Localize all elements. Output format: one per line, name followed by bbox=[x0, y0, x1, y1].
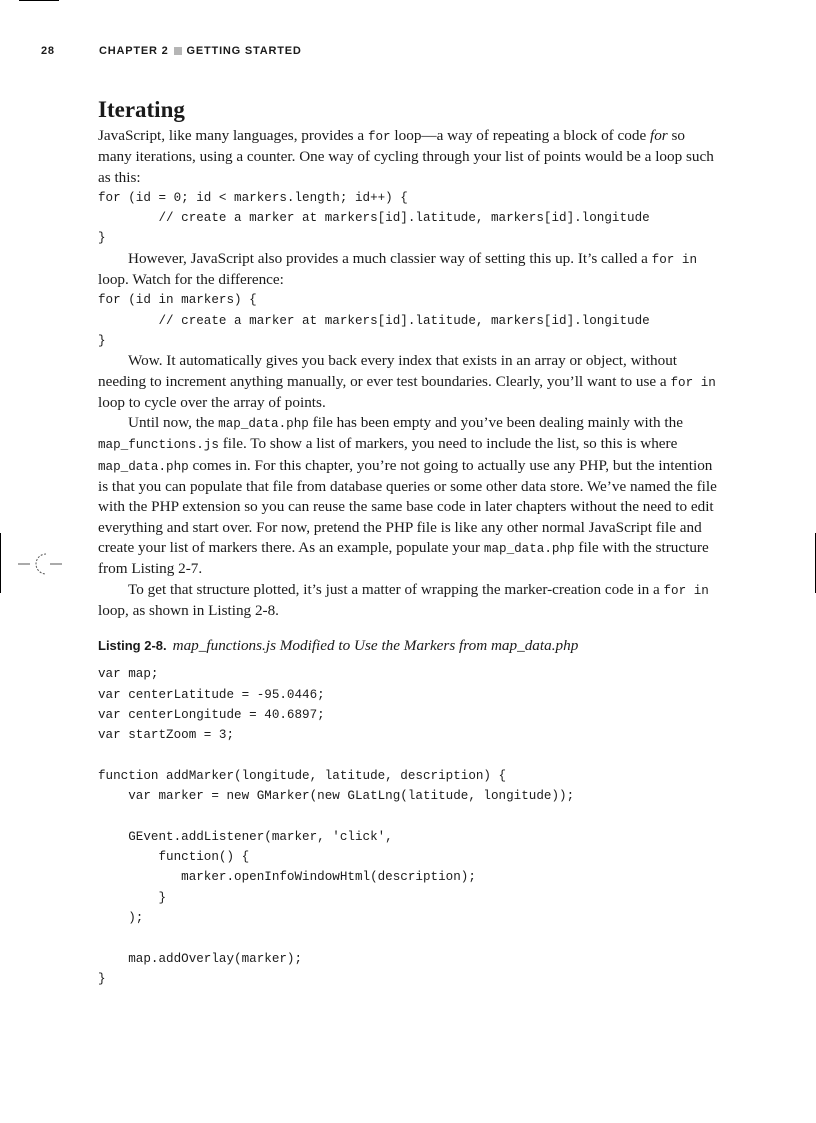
listing-title: map_functions.js Modified to Use the Markers from map_data.php bbox=[172, 637, 579, 655]
paragraph-plotting: To get that structure plotted, it’s just a matter of wrapping the marker-creation code in a for in loop, as shown in Listing 2-8. bbox=[98, 580, 709, 619]
chapter-number: CHAPTER 2 bbox=[99, 45, 169, 57]
page-number: 28 bbox=[41, 45, 55, 57]
inline-code: map_data.php bbox=[98, 459, 189, 474]
paragraph-wow: Wow. It automatically gives you back every index that exists in an array or object, without needing to increment anything manually, or ever test boundaries. Clearly, you’ll want to use a for in loop to cycle over the array of points. bbox=[98, 352, 716, 411]
listing-label: Listing 2-8. bbox=[98, 638, 167, 654]
crop-mark-top bbox=[19, 0, 59, 1]
inline-code: for in bbox=[670, 375, 716, 390]
paragraph-for-loop: JavaScript, like many languages, provides a for loop—a way of repeating a block of code for so many iterations, using a counter. One way of cycling through your list of points would be a loop such as this: bbox=[98, 127, 714, 186]
inline-code: for in bbox=[663, 583, 709, 598]
chapter-label bbox=[99, 44, 302, 58]
separator-square-icon bbox=[174, 47, 182, 55]
inline-code: map_data.php bbox=[218, 417, 309, 432]
listing-caption bbox=[98, 636, 718, 656]
registration-mark-icon bbox=[18, 550, 62, 578]
crop-mark-left bbox=[0, 533, 1, 593]
code-block-for-loop: for (id = 0; id < markers.length; id++) { // create a marker at markers[id].latitude, markers[id].longitude } bbox=[98, 190, 650, 246]
chapter-title: GETTING STARTED bbox=[186, 45, 302, 57]
page-body bbox=[98, 95, 718, 989]
emphasis: for bbox=[649, 127, 668, 144]
code-block-for-in: for (id in markers) { // create a marker at markers[id].latitude, markers[id].longitude } bbox=[98, 293, 650, 348]
section-heading: Iterating bbox=[98, 97, 185, 122]
inline-code: for in bbox=[651, 252, 698, 267]
listing-code: var map; var centerLatitude = -95.0446; var centerLongitude = 40.6897; var startZoom = 3; function addMarker(longitude, latitude, description) { var marker = new GMarker(new GLatLng(latitude, longitude)); GEvent.addListener(marker, 'click', function() { marker.openInfoWindowHtml(description); } ); map.addOverlay(marker); } bbox=[98, 667, 575, 986]
paragraph-map-data: Until now, the map_data.php file has been empty and you’ve been dealing mainly with the map_functions.js file. To show a list of markers, you need to include the list, so this is where map_data.php comes in. For this chapter, you’re not going to actually use any PHP, but the intention is that you can populate that file from database queries or some other data store. We’ve named the file with the PHP extension so you can reuse the same base code in later chapters without the need to edit everything and start over. For now, pretend the PHP file is like any other normal JavaScript file and create your list of markers there. As an example, populate your map_data.php file with the structure from Listing 2-7. bbox=[98, 414, 717, 578]
inline-code: map_data.php bbox=[483, 541, 575, 556]
paragraph-for-in: However, JavaScript also provides a much classier way of setting this up. It’s called a for in loop. Watch for the difference: bbox=[98, 249, 698, 289]
inline-code: for bbox=[367, 130, 391, 144]
inline-code: map_functions.js bbox=[98, 438, 219, 453]
